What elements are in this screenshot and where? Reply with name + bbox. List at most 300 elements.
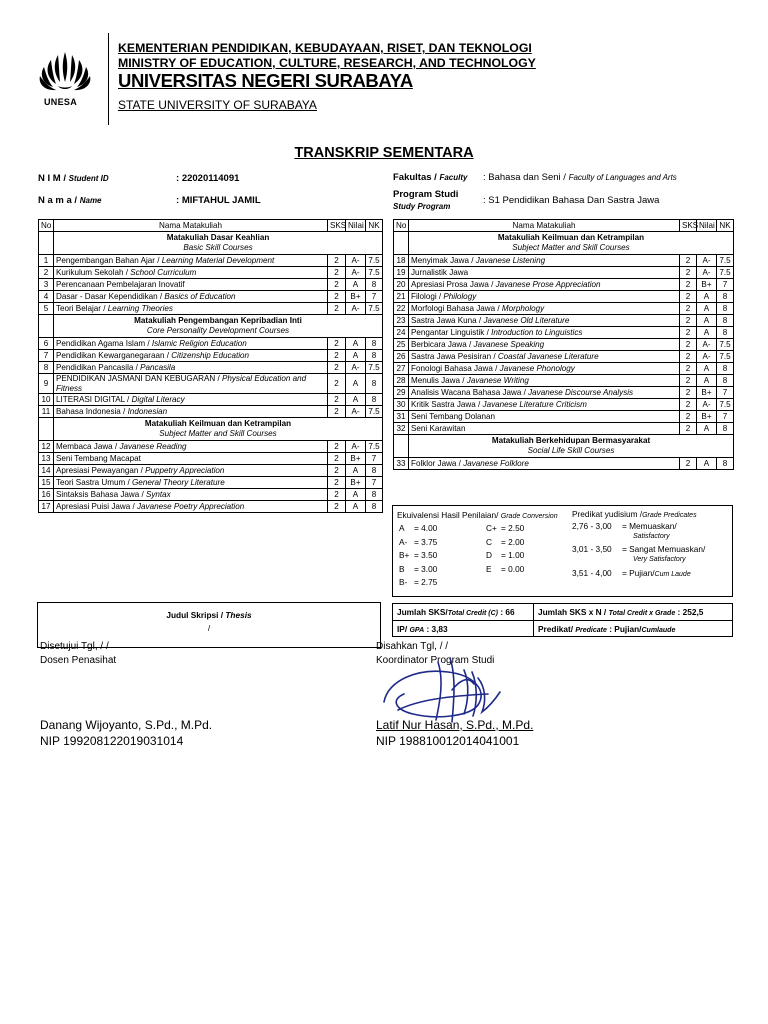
course-name-id: Sastra Jawa Kuna / — [411, 315, 484, 325]
category-title: Matakuliah Pengembangan Kepribadian Inti — [134, 316, 302, 325]
course-name-en: Javanese Old Literature — [483, 315, 570, 325]
course-no: 24 — [394, 327, 409, 339]
course-name — [409, 423, 680, 435]
course-name-en: Javanese Poetry Appreciation — [136, 501, 245, 511]
course-no: 6 — [39, 338, 54, 350]
course-nk: 8 — [717, 303, 734, 315]
course-sks: 2 — [680, 387, 697, 399]
course-name — [409, 399, 680, 411]
course-sks: 2 — [328, 477, 346, 489]
course-no: 10 — [39, 394, 54, 406]
course-name — [409, 267, 680, 279]
course-name-en: Javanese Phonology — [499, 363, 575, 373]
category-row — [39, 232, 383, 255]
course-name-id: Apresiasi Pewayangan / — [56, 465, 146, 475]
course-grade: A- — [697, 339, 717, 351]
course-name-id: Pengembangan Bahan Ajar / — [56, 255, 162, 265]
course-grade: B+ — [697, 387, 717, 399]
course-row — [39, 279, 383, 291]
course-no: 1 — [39, 255, 54, 267]
course-name — [54, 489, 328, 501]
course-nk: 8 — [717, 375, 734, 387]
course-nk: 8 — [366, 489, 383, 501]
category-subtitle: Subject Matter and Skill Courses — [159, 429, 277, 438]
course-name-en: Physical Education and Fitness — [56, 374, 307, 393]
course-row — [39, 350, 383, 362]
course-row — [39, 267, 383, 279]
course-name-en: Syntax — [145, 489, 171, 499]
course-name — [54, 374, 328, 394]
category-subtitle: Basic Skill Courses — [183, 243, 253, 252]
thesis-value: / — [207, 623, 211, 633]
course-name-en: Javanese Folklore — [463, 458, 529, 468]
course-name — [54, 441, 328, 453]
advisor-role: Dosen Penasihat — [40, 655, 117, 666]
course-sks: 2 — [680, 399, 697, 411]
course-no: 21 — [394, 291, 409, 303]
course-no: 30 — [394, 399, 409, 411]
course-nk: 7.5 — [366, 362, 383, 374]
course-row — [394, 411, 734, 423]
course-grade: A- — [697, 351, 717, 363]
course-nk: 7.5 — [717, 267, 734, 279]
grade-value: = 2.75 — [414, 577, 438, 587]
course-name-en: Philology — [443, 291, 477, 301]
course-name-id: Filologi / — [411, 291, 444, 301]
course-name — [54, 501, 328, 513]
course-row — [394, 387, 734, 399]
predicate-name: = Memuaskan/ — [622, 521, 677, 531]
course-name-id: Pendidikan Kewarganegaraan / — [56, 350, 172, 360]
predicate-name-en: Satisfactory — [633, 533, 670, 540]
course-name-en: Javanese Prose Appreciation — [495, 279, 601, 289]
course-row — [39, 489, 383, 501]
course-no: 13 — [39, 453, 54, 465]
course-no: 5 — [39, 303, 54, 315]
course-row — [39, 406, 383, 418]
course-no: 32 — [394, 423, 409, 435]
university-name-en: STATE UNIVERSITY OF SURABAYA — [118, 98, 317, 112]
course-row — [39, 291, 383, 303]
col-nk: NK — [366, 220, 383, 232]
course-name-id: Berbicara Jawa / — [411, 339, 474, 349]
course-row — [39, 255, 383, 267]
course-grade: A- — [346, 255, 366, 267]
grade-letter: A- — [399, 536, 408, 547]
course-no: 15 — [39, 477, 54, 489]
course-name — [409, 279, 680, 291]
course-sks: 2 — [328, 501, 346, 513]
course-sks: 2 — [328, 303, 346, 315]
category-no — [394, 435, 409, 458]
grade-value: = 3.50 — [414, 550, 438, 560]
course-grade: A — [697, 291, 717, 303]
course-sks: 2 — [328, 267, 346, 279]
course-row — [394, 255, 734, 267]
course-no: 16 — [39, 489, 54, 501]
course-grade: A — [697, 315, 717, 327]
grade-value: = 3.00 — [414, 563, 438, 574]
course-nk: 7.5 — [717, 399, 734, 411]
course-name — [54, 291, 328, 303]
course-name-id: Kritik Sastra Jawa / — [411, 399, 483, 409]
course-no: 14 — [39, 465, 54, 477]
course-grade: B+ — [346, 453, 366, 465]
document-title: TRANSKRIP SEMENTARA — [294, 145, 474, 161]
course-nk: 7 — [717, 387, 734, 399]
grade-value: = 4.00 — [414, 523, 438, 533]
course-row — [394, 267, 734, 279]
course-row — [394, 458, 734, 470]
course-name-id: Seni Karawitan — [411, 423, 466, 433]
course-name-en: Islamic Religion Education — [151, 338, 247, 348]
course-nk: 8 — [717, 291, 734, 303]
course-grade: A- — [346, 267, 366, 279]
course-row — [39, 501, 383, 513]
course-sks: 2 — [680, 375, 697, 387]
course-name — [409, 458, 680, 470]
course-sks: 2 — [680, 351, 697, 363]
advisor-nip: NIP 199208122019031014 — [40, 734, 184, 748]
category-no — [39, 418, 54, 441]
course-nk: 8 — [366, 279, 383, 291]
course-sks: 2 — [328, 453, 346, 465]
category-row — [39, 315, 383, 338]
course-name-id: Sastra Jawa Pesisiran / — [411, 351, 498, 361]
course-name-en: Morphology — [501, 303, 545, 313]
course-row — [394, 291, 734, 303]
course-sks: 2 — [680, 423, 697, 435]
ministry-name-id: KEMENTERIAN PENDIDIKAN, KEBUDAYAAN, RISET, DAN TEKNOLOGI — [118, 41, 532, 55]
course-sks: 2 — [328, 441, 346, 453]
course-name — [409, 339, 680, 351]
course-nk: 7 — [366, 453, 383, 465]
predicate-name-en: Very Satisfactory — [633, 556, 686, 563]
grade-letter: C — [486, 536, 492, 547]
grade-letter: D — [486, 550, 492, 560]
course-row — [394, 315, 734, 327]
course-sks: 2 — [680, 279, 697, 291]
course-no: 11 — [39, 406, 54, 418]
category-row — [394, 232, 734, 255]
course-nk: 7.5 — [717, 351, 734, 363]
category-no — [39, 232, 54, 255]
course-name-en: Javanese Discourse Analysis — [528, 387, 634, 397]
course-name-en: General Theory Literature — [132, 477, 225, 487]
course-grade: A — [697, 375, 717, 387]
course-nk: 8 — [717, 458, 734, 470]
course-row — [394, 375, 734, 387]
course-nk: 7.5 — [717, 255, 734, 267]
course-name — [54, 267, 328, 279]
course-nk: 8 — [366, 350, 383, 362]
course-no: 28 — [394, 375, 409, 387]
course-sks: 2 — [680, 458, 697, 470]
course-row — [39, 362, 383, 374]
faculty-label: Fakultas / Faculty — [393, 172, 468, 183]
course-grade: A — [346, 338, 366, 350]
course-no: 8 — [39, 362, 54, 374]
grade-letter: B — [399, 563, 405, 574]
course-name — [409, 315, 680, 327]
right-course-table — [393, 219, 734, 470]
course-name — [409, 363, 680, 375]
course-row — [39, 477, 383, 489]
total-credit: Jumlah SKS/Total Credit (C) : 66 — [397, 607, 515, 617]
grade-value: = 3.75 — [414, 536, 438, 547]
course-grade: A — [346, 489, 366, 501]
coordinator-role: Koordinator Program Studi — [376, 655, 495, 666]
nim-value: : 22020114091 — [176, 173, 240, 184]
course-sks: 2 — [328, 362, 346, 374]
course-nk: 8 — [366, 465, 383, 477]
course-name-id: LITERASI DIGITAL / — [56, 394, 132, 404]
category-heading — [409, 232, 734, 255]
course-row — [394, 363, 734, 375]
course-no: 33 — [394, 458, 409, 470]
course-sks: 2 — [680, 303, 697, 315]
course-name-id: Jurnalistik Jawa — [411, 267, 469, 277]
course-name-id: Fonologi Bahasa Jawa / — [411, 363, 500, 373]
category-subtitle: Core Personality Development Courses — [146, 326, 290, 335]
course-name-en: Digital Literacy — [131, 394, 185, 404]
course-nk: 8 — [366, 501, 383, 513]
course-name — [409, 327, 680, 339]
course-grade: B+ — [346, 477, 366, 489]
category-no — [39, 315, 54, 338]
category-heading — [54, 315, 383, 338]
course-nk: 8 — [717, 423, 734, 435]
course-row — [394, 339, 734, 351]
grade-value: = 0.00 — [501, 563, 525, 574]
grade-letter: E — [486, 563, 492, 574]
course-name-id: Pengantar Linguistik / — [411, 327, 492, 337]
totals-box — [392, 603, 733, 637]
predicate-range: 3,51 - 4,00 — [572, 568, 612, 578]
course-name-id: Teori Belajar / — [56, 303, 108, 313]
course-name-id: Folklor Jawa / — [411, 458, 464, 468]
course-grade: A- — [346, 406, 366, 418]
course-sks: 2 — [328, 279, 346, 291]
course-nk: 7.5 — [717, 339, 734, 351]
course-name — [54, 453, 328, 465]
predicate-range: 3,01 - 3,50 — [572, 544, 612, 554]
name-value: : MIFTAHUL JAMIL — [176, 195, 261, 206]
course-name-en: Javanese Writing — [466, 375, 529, 385]
header-divider — [108, 33, 109, 125]
course-sks: 2 — [328, 350, 346, 362]
course-row — [39, 303, 383, 315]
col-sks: SKS — [680, 220, 697, 232]
course-grade: A — [697, 458, 717, 470]
course-name-id: Analisis Wacana Bahasa Jawa / — [411, 387, 529, 397]
course-row — [39, 465, 383, 477]
course-grade: A- — [346, 303, 366, 315]
course-nk: 8 — [366, 394, 383, 406]
course-name — [54, 477, 328, 489]
left-course-table — [38, 219, 383, 513]
course-nk: 8 — [717, 363, 734, 375]
category-heading — [409, 435, 734, 458]
course-no: 23 — [394, 315, 409, 327]
course-name-en: Javanese Reading — [119, 441, 187, 451]
course-no: 22 — [394, 303, 409, 315]
course-name-id: Menyimak Jawa / — [411, 255, 476, 265]
course-name-en: Javanese Listening — [475, 255, 546, 265]
course-row — [394, 423, 734, 435]
course-row — [39, 441, 383, 453]
course-grade: B+ — [697, 411, 717, 423]
course-name — [54, 362, 328, 374]
category-no — [394, 232, 409, 255]
course-nk: 8 — [717, 315, 734, 327]
course-name-id: Dasar - Dasar Kependidikan / — [56, 291, 165, 301]
predicate-name: = Pujian/Cum Laude — [622, 568, 691, 578]
course-nk: 7 — [717, 411, 734, 423]
grade-conversion-box — [392, 505, 733, 597]
advisor-name: Danang Wijoyanto, S.Pd., M.Pd. — [40, 718, 213, 732]
course-name-en: Learning Material Development — [161, 255, 275, 265]
category-heading — [54, 232, 383, 255]
course-name-en: Basics of Education — [164, 291, 236, 301]
course-no: 3 — [39, 279, 54, 291]
course-name — [409, 387, 680, 399]
ministry-name-en: MINISTRY OF EDUCATION, CULTURE, RESEARCH, AND TECHNOLOGY — [118, 56, 536, 70]
course-grade: A — [346, 465, 366, 477]
nim-label: N I M / Student ID — [38, 173, 109, 184]
predicate-name: = Sangat Memuaskan/ — [622, 544, 706, 554]
course-grade: A — [697, 327, 717, 339]
course-name — [54, 394, 328, 406]
course-row — [39, 374, 383, 394]
course-no: 4 — [39, 291, 54, 303]
course-row — [394, 279, 734, 291]
course-name-id: Bahasa Indonesia / — [56, 406, 128, 416]
grade-letter: B+ — [399, 550, 410, 560]
col-no: No — [39, 220, 54, 232]
university-name-id: UNIVERSITAS NEGERI SURABAYA — [118, 70, 413, 91]
coordinator-name: Latif Nur Hasan, S.Pd., M.Pd. — [376, 718, 534, 732]
category-subtitle: Subject Matter and Skill Courses — [512, 243, 630, 252]
course-nk: 8 — [366, 374, 383, 394]
course-nk: 7.5 — [366, 267, 383, 279]
course-sks: 2 — [680, 339, 697, 351]
course-no: 26 — [394, 351, 409, 363]
category-title: Matakuliah Dasar Keahlian — [166, 233, 270, 242]
category-title: Matakuliah Keilmuan dan Ketrampilan — [497, 233, 645, 242]
col-course: Nama Matakuliah — [54, 220, 328, 232]
name-label: N a m a / Name — [38, 195, 102, 206]
course-grade: A — [346, 279, 366, 291]
course-name — [54, 350, 328, 362]
course-grade: A — [346, 394, 366, 406]
course-nk: 7 — [366, 477, 383, 489]
course-grade: A- — [697, 267, 717, 279]
grade-predicate-title: Predikat yudisium /Grade Predicates — [572, 509, 697, 519]
course-grade: A- — [697, 399, 717, 411]
course-name-id: Pendidikan Pancasila / — [56, 362, 141, 372]
total-credit-grade: Jumlah SKS x N / Total Credit x Grade : 252,5 — [538, 607, 704, 617]
course-no: 20 — [394, 279, 409, 291]
col-nilai: Nilai — [697, 220, 717, 232]
category-row — [394, 435, 734, 458]
course-row — [39, 338, 383, 350]
course-grade: B+ — [346, 291, 366, 303]
course-name-id: Pendidikan Agama Islam / — [56, 338, 152, 348]
logo-caption: UNESA — [44, 97, 78, 107]
col-nk: NK — [717, 220, 734, 232]
col-course: Nama Matakuliah — [409, 220, 680, 232]
course-no: 2 — [39, 267, 54, 279]
thesis-label: Judul Skripsi / Thesis — [166, 610, 252, 620]
course-no: 7 — [39, 350, 54, 362]
category-row — [39, 418, 383, 441]
course-grade: A — [697, 303, 717, 315]
program-label: Program Studi Study Program — [393, 189, 459, 211]
endorsement-date: Disahkan Tgl, / / — [376, 641, 449, 652]
course-grade: A- — [346, 441, 366, 453]
predicate: Predikat/ Predicate : Pujian/Cumlaude — [538, 624, 676, 634]
col-sks: SKS — [328, 220, 346, 232]
course-sks: 2 — [328, 465, 346, 477]
course-name-id: Seni Tembang Dolanan — [411, 411, 495, 421]
grade-letter: C+ — [486, 523, 497, 533]
course-row — [394, 351, 734, 363]
course-sks: 2 — [680, 291, 697, 303]
course-row — [39, 453, 383, 465]
course-sks: 2 — [328, 489, 346, 501]
course-row — [394, 327, 734, 339]
course-row — [394, 399, 734, 411]
course-no: 19 — [394, 267, 409, 279]
course-name-id: Perencanaan Pembelajaran Inovatif — [56, 279, 185, 289]
course-name-id: Kurikulum Sekolah / — [56, 267, 131, 277]
course-nk: 7.5 — [366, 303, 383, 315]
course-name-id: Seni Tembang Macapat — [56, 453, 141, 463]
course-sks: 2 — [680, 327, 697, 339]
course-sks: 2 — [328, 338, 346, 350]
course-grade: B+ — [697, 279, 717, 291]
grade-value: = 2.50 — [501, 523, 525, 533]
grade-value: = 2.00 — [501, 536, 525, 547]
course-sks: 2 — [328, 406, 346, 418]
course-row — [394, 303, 734, 315]
category-title: Matakuliah Keilmuan dan Ketrampilan — [144, 419, 292, 428]
course-grade: A- — [697, 255, 717, 267]
course-grade: A — [697, 363, 717, 375]
grade-letter: A — [399, 523, 405, 533]
totals-hdivider — [393, 620, 732, 621]
course-sks: 2 — [328, 291, 346, 303]
course-no: 29 — [394, 387, 409, 399]
category-title: Matakuliah Berkehidupan Bermasyarakat — [491, 436, 651, 445]
grade-value: = 1.00 — [501, 550, 525, 560]
course-sks: 2 — [328, 255, 346, 267]
course-name-en: School Curriculum — [130, 267, 197, 277]
course-name — [54, 279, 328, 291]
course-nk: 8 — [717, 327, 734, 339]
course-no: 12 — [39, 441, 54, 453]
course-no: 27 — [394, 363, 409, 375]
course-nk: 7 — [366, 291, 383, 303]
course-name — [54, 406, 328, 418]
course-sks: 2 — [328, 374, 346, 394]
course-name-en: Coastal Javanese Literature — [497, 351, 599, 361]
gpa: IP/ GPA : 3,83 — [397, 624, 448, 634]
course-name-en: Introduction to Linguistics — [491, 327, 583, 337]
course-grade: A — [697, 423, 717, 435]
course-name-en: Javanese Literature Criticism — [482, 399, 587, 409]
